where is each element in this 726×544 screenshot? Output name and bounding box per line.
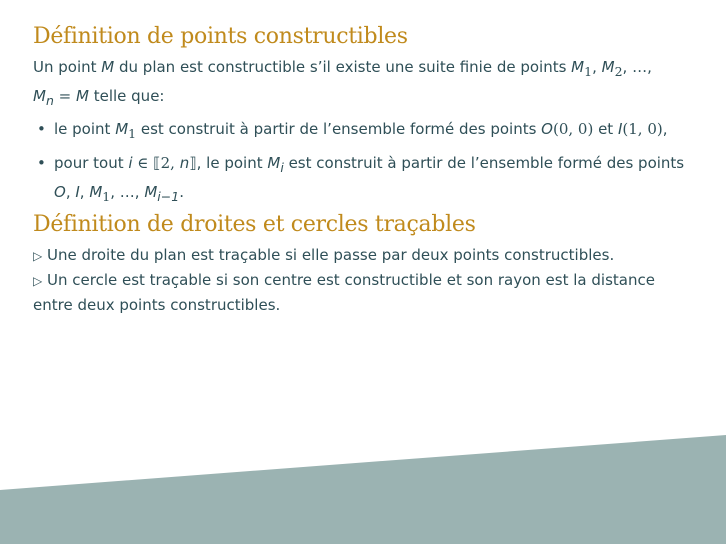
text: , le point xyxy=(196,154,268,172)
text: pour tout xyxy=(54,154,129,172)
text: Un point xyxy=(33,58,102,76)
text: , xyxy=(79,183,90,201)
coords-I: (1, 0) xyxy=(622,120,663,138)
var-M: M xyxy=(101,58,115,76)
bullet: • xyxy=(37,154,46,172)
subscript: 1 xyxy=(102,189,111,204)
equals-sign: = xyxy=(53,87,76,105)
var-M1: M xyxy=(571,58,585,76)
section-points-constructibles xyxy=(33,24,693,214)
bullet: • xyxy=(37,120,46,138)
var-Mi: M xyxy=(267,154,281,172)
interval-open: ∈ ⟦2, xyxy=(132,154,180,172)
subscript: 2 xyxy=(614,64,623,79)
text: telle que: xyxy=(88,87,165,105)
text: , xyxy=(662,120,668,138)
text: , …, xyxy=(110,183,145,201)
var-M: M xyxy=(76,87,89,105)
subscript: 1 xyxy=(584,64,593,79)
text: Un cercle est traçable si son centre est constructible et son rayon est la distance entre deux points constructibles. xyxy=(33,271,655,314)
text: est construit à partir de l’ensemble formé des points xyxy=(136,120,542,138)
definition-line-cercle xyxy=(33,268,693,317)
subscript: 1 xyxy=(128,126,137,141)
text: , xyxy=(65,183,76,201)
var-M2: M xyxy=(601,58,615,76)
var-i: i xyxy=(128,154,133,172)
subscript: i xyxy=(280,160,284,175)
var-O: O xyxy=(54,183,66,201)
section-droites-cercles xyxy=(33,212,693,317)
var-n: n xyxy=(179,154,190,172)
var-M1: M xyxy=(89,183,103,201)
definition-line-droite xyxy=(33,243,693,268)
triangle-bullet-icon: ▷ xyxy=(33,249,43,263)
text: . xyxy=(179,183,184,201)
text: du plan est constructible s’il existe une suite finie de points xyxy=(114,58,572,76)
teal-band-shape xyxy=(0,435,726,544)
var-Mn: M xyxy=(33,87,46,105)
coords-O: (0, 0) xyxy=(552,120,594,138)
text: , xyxy=(592,58,602,76)
interval-close: ⟧ xyxy=(189,154,197,172)
triangle-bullet-icon: ▷ xyxy=(33,274,43,288)
text: , …, xyxy=(622,58,652,76)
subscript: n xyxy=(45,93,54,108)
var-Mi-1: M xyxy=(144,183,158,201)
text: est construit à partir de l’ensemble formé des points xyxy=(283,154,685,172)
subscript: i−1 xyxy=(157,189,180,204)
list-item xyxy=(33,151,693,209)
text: le point xyxy=(54,120,116,138)
var-I: I xyxy=(617,120,623,138)
var-M1: M xyxy=(115,120,129,138)
section-title-droites: Définition de droites et cercles traçables xyxy=(33,212,476,237)
section-title-points: Définition de points constructibles xyxy=(33,24,408,49)
conditions-list xyxy=(33,117,693,209)
var-I: I xyxy=(75,183,80,201)
text: Une droite du plan est traçable si elle passe par deux points constructibles. xyxy=(42,246,615,264)
list-item xyxy=(33,117,693,146)
var-O: O xyxy=(541,120,553,138)
text: et xyxy=(593,120,618,138)
intro-paragraph xyxy=(33,55,693,113)
